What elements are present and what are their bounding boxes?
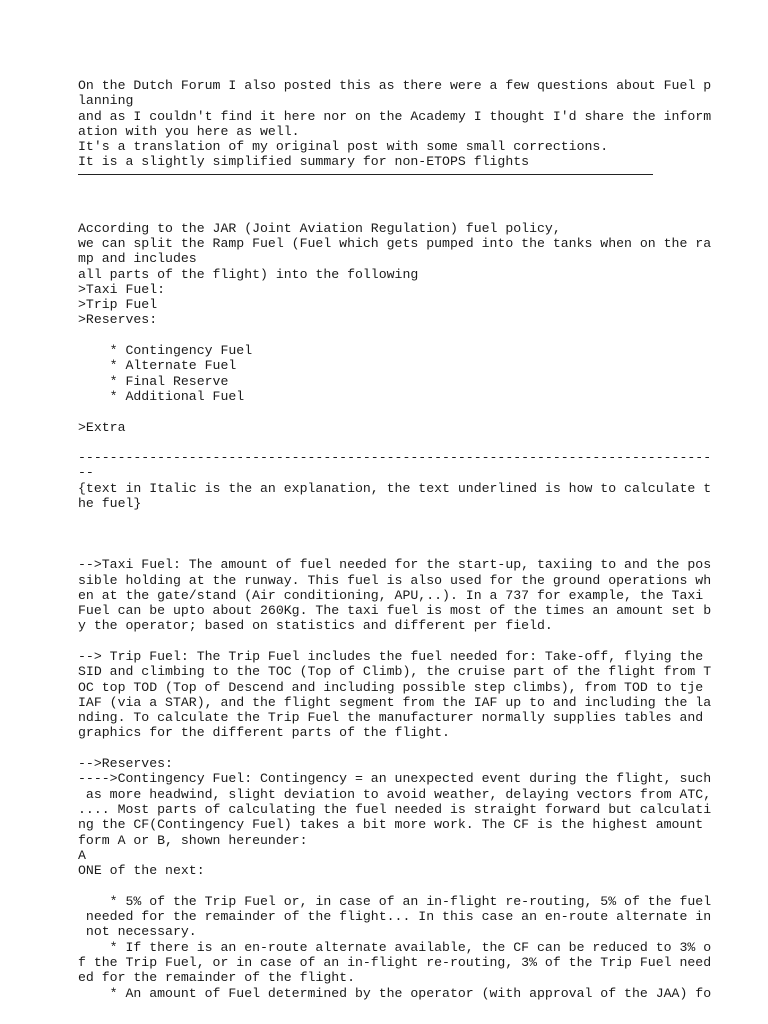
text-line: It is a slightly simplified summary for non-ETOPS flights	[78, 154, 530, 170]
blank-line	[78, 527, 698, 542]
blank-line	[78, 878, 698, 893]
text-line: -->Reserves:	[78, 756, 173, 772]
text-line: graphics for the different parts of the flight.	[78, 725, 450, 741]
blank-line	[78, 542, 698, 557]
dashed-separator: --------------------------------------------------------------------------------	[78, 450, 712, 466]
text-line: ---->Contingency Fuel: Contingency = an unexpected event during the flight, such	[78, 771, 712, 787]
text-line: SID and climbing to the TOC (Top of Climb), the cruise part of the flight from T	[78, 664, 712, 680]
list-item: * An amount of Fuel determined by the operator (with approval of the JAA) fo	[78, 985, 712, 1001]
text-line: all parts of the flight) into the following	[78, 266, 419, 282]
text-line: According to the JAR (Joint Aviation Regulation) fuel policy,	[78, 220, 561, 236]
text-line: OC top TOD (Top of Descend and including possible step climbs), from TOD to tje	[78, 679, 704, 695]
blank-line	[78, 634, 698, 649]
text-line: >Trip Fuel	[78, 297, 158, 313]
text-line: .... Most parts of calculating the fuel needed is straight forward but calculati	[78, 801, 712, 817]
text-line: y the operator; based on statistics and different per field.	[78, 618, 553, 634]
text-line: he fuel}	[78, 496, 142, 512]
text-line: A	[78, 847, 86, 863]
text-line: lanning	[78, 93, 134, 109]
blank-line	[78, 328, 698, 343]
text-line: form A or B, shown hereunder:	[78, 832, 308, 848]
list-item: * Contingency Fuel	[78, 343, 253, 359]
list-item: * Final Reserve	[78, 373, 229, 389]
text-line: {text in Italic is the an explanation, the text underlined is how to calculate t	[78, 480, 712, 496]
text-line: en at the gate/stand (Air conditioning, APU,..). In a 737 for example, the Taxi	[78, 587, 704, 603]
blank-line	[78, 404, 698, 419]
list-item: not necessary.	[78, 924, 197, 940]
blank-line	[78, 435, 698, 450]
text-line: as more headwind, slight deviation to avoid weather, delaying vectors from ATC,	[78, 786, 712, 802]
text-line: >Extra	[78, 419, 126, 435]
list-item: f the Trip Fuel, or in case of an in-flight re-routing, 3% of the Trip Fuel need	[78, 954, 712, 970]
text-line: On the Dutch Forum I also posted this as there were a few questions about Fuel p	[78, 78, 712, 93]
blank-line	[78, 205, 698, 220]
list-item: * 5% of the Trip Fuel or, in case of an in-flight re-routing, 5% of the fuel	[78, 893, 712, 909]
text-line: we can split the Ramp Fuel (Fuel which gets pumped into the tanks when on the ra	[78, 235, 712, 251]
text-line: It's a translation of my original post with some small corrections.	[78, 139, 609, 155]
blank-line	[78, 511, 698, 526]
text-line: --> Trip Fuel: The Trip Fuel includes the fuel needed for: Take-off, flying the	[78, 648, 704, 664]
text-line: IAF (via a STAR), and the flight segment from the IAF up to and including the la	[78, 694, 712, 710]
list-item: needed for the remainder of the flight... In this case an en-route alternate in	[78, 909, 712, 925]
list-item: * Additional Fuel	[78, 388, 245, 404]
text-line: -->Taxi Fuel: The amount of fuel needed for the start-up, taxiing to and the pos	[78, 557, 712, 573]
text-line: ng the CF(Contingency Fuel) takes a bit more work. The CF is the highest amount	[78, 817, 704, 833]
text-line: >Taxi Fuel:	[78, 281, 166, 297]
document-page	[78, 78, 712, 1001]
list-item: ed for the remainder of the flight.	[78, 970, 355, 986]
dashed-separator: --	[78, 465, 94, 481]
text-line: sible holding at the runway. This fuel is also used for the ground operations wh	[78, 572, 712, 588]
text-line: Fuel can be upto about 260Kg. The taxi fuel is most of the times an amount set b	[78, 603, 712, 619]
text-line: ONE of the next:	[78, 863, 205, 879]
blank-line	[78, 741, 698, 756]
text-line: and as I couldn't find it here nor on the Academy I thought I'd share the inform	[78, 108, 712, 124]
list-item: * If there is an en-route alternate available, the CF can be reduced to 3% o	[78, 939, 712, 955]
list-item: * Alternate Fuel	[78, 358, 237, 374]
text-line: ation with you here as well.	[78, 123, 300, 139]
blank-line	[78, 190, 698, 205]
blank-line	[78, 175, 698, 190]
text-line: mp and includes	[78, 251, 197, 267]
text-line: >Reserves:	[78, 312, 158, 328]
text-line: nding. To calculate the Trip Fuel the manufacturer normally supplies tables and	[78, 710, 704, 726]
